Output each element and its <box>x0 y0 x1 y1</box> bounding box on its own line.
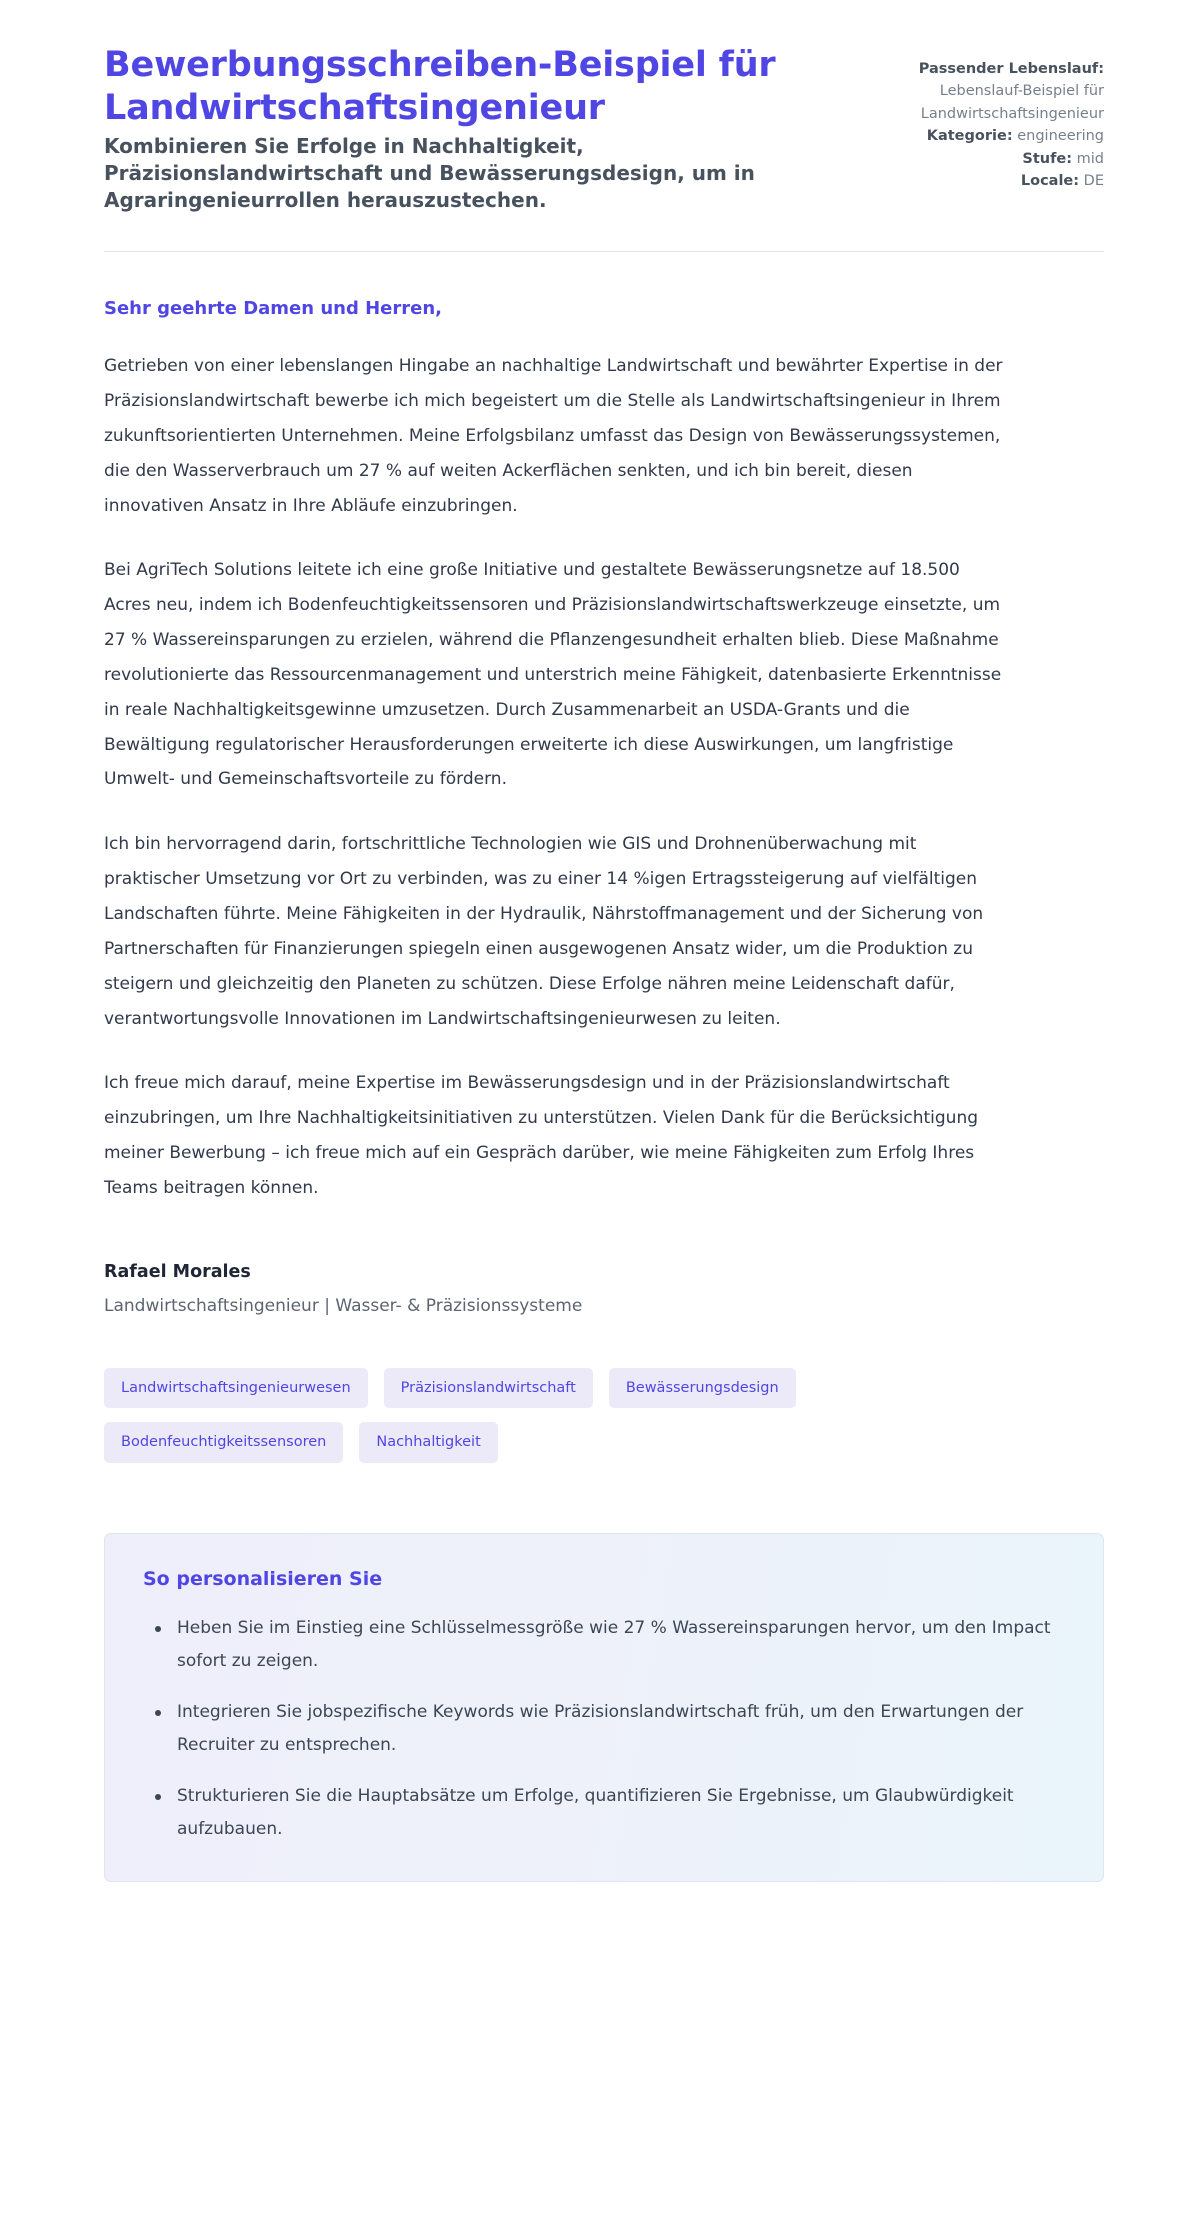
letter-paragraph: Getrieben von einer lebenslangen Hingabe an nachhaltige Landwirtschaft und bewährter Expertise in der Präzisionslandwirtschaft bewerbe ich mich begeistert um die Stelle als Landwirtschaftsingenieur in Ihrem zukunftsorientierten Unternehmen. Meine Erfolgsbilanz umfasst das Design von Bewässerungssystemen, die den Wasserverbrauch um 27 % auf weiten Ackerflächen senkten, und ich bin bereit, diesen innovativen Ansatz in Ihre Abläufe einzubringen. <box>104 356 1003 516</box>
metadata-label-level: Stufe: <box>1022 150 1073 167</box>
page-subtitle: Kombinieren Sie Erfolge in Nachhaltigkeit, Präzisionslandwirtschaft und Bewässerungsdesign, um in Agraringenieurrollen herauszustechen. <box>104 134 755 212</box>
metadata-value-locale: DE <box>1083 173 1104 190</box>
page-title: Bewerbungsschreiben-Beispiel für Landwirtschaftsingenieur <box>104 45 776 128</box>
metadata-row-locale <box>856 170 1104 192</box>
metadata-label-locale: Locale: <box>1020 173 1080 190</box>
tag-chip[interactable]: Präzisionslandwirtschaft <box>384 1368 593 1409</box>
metadata-value-level: mid <box>1076 150 1104 167</box>
metadata-value-resume[interactable]: Lebenslauf-Beispiel für Landwirtschaftsingenieur <box>920 83 1104 122</box>
metadata-row-category <box>856 125 1104 147</box>
metadata-row-resume <box>856 58 1104 125</box>
metadata-value-category: engineering <box>1017 128 1104 145</box>
tips-list-item: Integrieren Sie jobspezifische Keywords wie Präzisionslandwirtschaft früh, um den Erwartungen der Recruiter zu entsprechen. <box>169 1696 1063 1762</box>
metadata-label-category: Kategorie: <box>926 128 1013 145</box>
letter-paragraph: Ich bin hervorragend darin, fortschrittliche Technologien wie GIS und Drohnenüberwachung mit praktischer Umsetzung vor Ort zu verbinden, was zu einer 14 %igen Ertragssteigerung auf vielfältigen Landschaften führte. Meine Fähigkeiten in der Hydraulik, Nährstoffmanagement und der Sicherung von Partnerschaften für Finanzierungen spiegeln einen ausgewogenen Ansatz wider, um die Produktion zu steigern und gleichzeitig den Planeten zu schützen. Diese Erfolge nähren meine Leidenschaft dafür, verantwortungsvolle Innovationen im Landwirtschaftsingenieurwesen zu leiten. <box>104 834 984 1029</box>
letter-paragraph: Bei AgriTech Solutions leitete ich eine große Initiative und gestaltete Bewässerungsnetze auf 18.500 Acres neu, indem ich Bodenfeuchtigkeitssensoren und Präzisionslandwirtschaftswerkzeuge einsetzte, um 27 % Wassereinsparungen zu erzielen, während die Pflanzengesundheit erhalten blieb. Diese Maßnahme revolutionierte das Ressourcenmanagement und unterstrich meine Fähigkeit, datenbasierte Erkenntnisse in reale Nachhaltigkeitsgewinne umzusetzen. Durch Zusammenarbeit an USDA-Grants und die Bewältigung regulatorischer Herausforderungen erweiterte ich diese Auswirkungen, um langfristige Umwelt- und Gemeinschaftsvorteile zu fördern. <box>104 560 1002 790</box>
signature-name: Rafael Morales <box>104 1261 251 1282</box>
letter-body <box>104 252 1104 1206</box>
tag-chip[interactable]: Bodenfeuchtigkeitssensoren <box>104 1422 343 1463</box>
tips-list <box>143 1612 1063 1847</box>
signature-role: Landwirtschaftsingenieur | Wasser- & Präzisionssysteme <box>104 1295 583 1316</box>
signature-block <box>104 1262 1104 1316</box>
page-header <box>104 44 1104 213</box>
tag-chip[interactable]: Landwirtschaftsingenieurwesen <box>104 1368 368 1409</box>
tips-list-item: Strukturieren Sie die Hauptabsätze um Erfolge, quantifizieren Sie Ergebnisse, um Glaubwürdigkeit aufzubauen. <box>169 1780 1063 1846</box>
metadata-panel <box>856 44 1104 193</box>
metadata-row-level <box>856 148 1104 170</box>
letter-paragraph: Ich freue mich darauf, meine Expertise im Bewässerungsdesign und in der Präzisionslandwirtschaft einzubringen, um Ihre Nachhaltigkeitsinitiativen zu unterstützen. Vielen Dank für die Berücksichtigung meiner Bewerbung – ich freue mich auf ein Gespräch darüber, wie meine Fähigkeiten zum Erfolg Ihres Teams beitragen können. <box>104 1073 979 1198</box>
personalization-tips-callout <box>104 1533 1104 1882</box>
tag-chip[interactable]: Bewässerungsdesign <box>609 1368 796 1409</box>
header-title-block <box>104 44 804 213</box>
letter-salutation: Sehr geehrte Damen und Herren, <box>104 298 443 320</box>
tag-list <box>104 1368 904 1463</box>
tips-title: So personalisieren Sie <box>143 1567 383 1590</box>
tips-list-item: Heben Sie im Einstieg eine Schlüsselmessgröße wie 27 % Wassereinsparungen hervor, um den Impact sofort zu zeigen. <box>169 1612 1063 1678</box>
metadata-label-resume: Passender Lebenslauf: <box>918 61 1104 77</box>
tag-chip[interactable]: Nachhaltigkeit <box>359 1422 497 1463</box>
